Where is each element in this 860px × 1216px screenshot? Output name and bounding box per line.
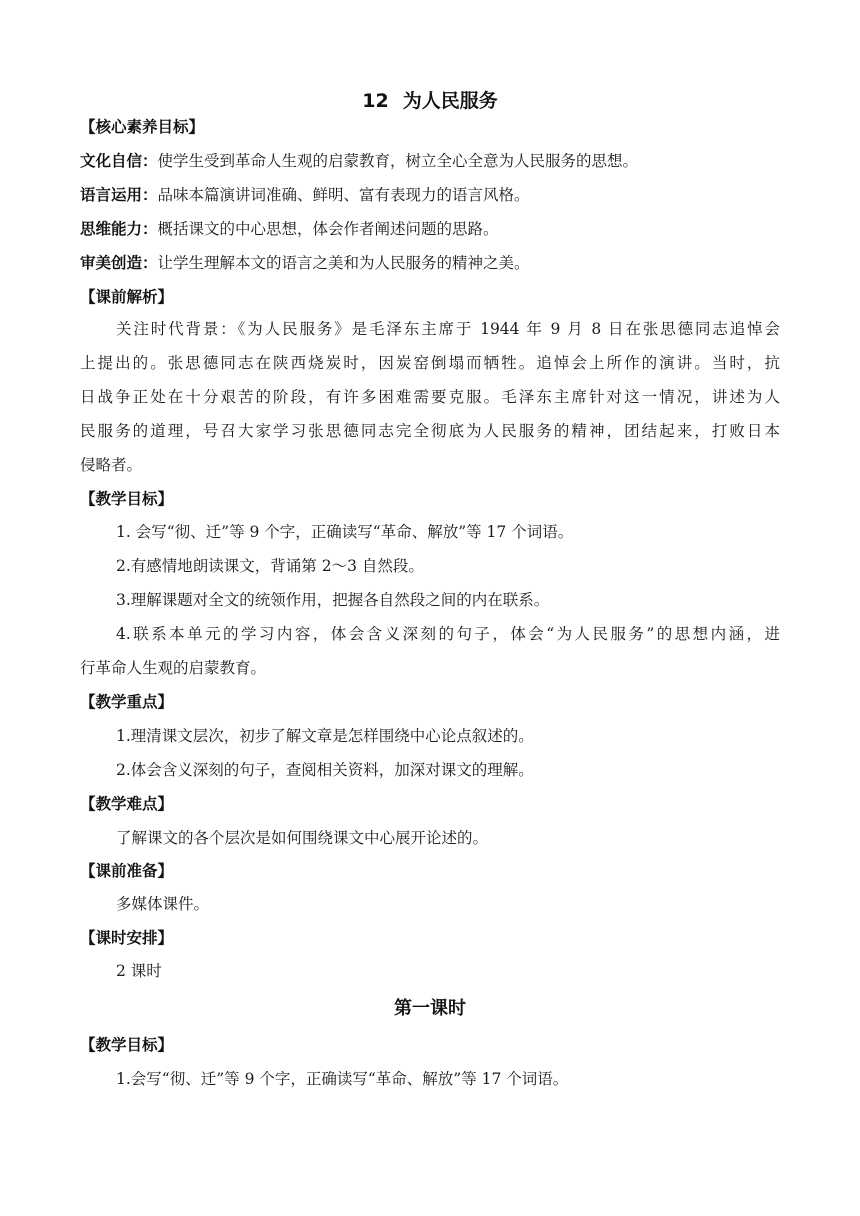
difficulties-heading: 【教学难点】	[80, 795, 174, 813]
lesson-number: 12	[362, 90, 389, 112]
key-point-item: 1.理清课文层次，初步了解文章是怎样围绕中心论点叙述的。	[116, 727, 534, 745]
core-goal-text: 品味本篇演讲词准确、鲜明、富有表现力的语言风格。	[157, 186, 530, 204]
preparation-text: 多媒体课件。	[116, 895, 210, 913]
teaching-goal-item: 3.理解课题对全文的统领作用，把握各自然段之间的内在联系。	[116, 591, 550, 609]
core-goal-label: 文化自信：	[80, 152, 158, 170]
core-goal-item	[80, 218, 780, 240]
core-goal-label: 语言运用：	[80, 186, 158, 204]
schedule-text: 2 课时	[116, 962, 162, 980]
key-points-heading: 【教学重点】	[80, 693, 174, 711]
teaching-goal-item: 2.有感情地朗读课文，背诵第 2～3 自然段。	[116, 557, 424, 575]
core-goal-item	[80, 252, 780, 274]
difficulties-text: 了解课文的各个层次是如何围绕课文中心展开论述的。	[116, 829, 489, 847]
preparation-heading: 【课前准备】	[80, 862, 174, 880]
core-goal-item	[80, 150, 780, 172]
first-lesson-goals-heading: 【教学目标】	[80, 1036, 174, 1054]
core-goal-text: 让学生理解本文的语言之美和为人民服务的精神之美。	[157, 254, 530, 272]
core-goals-heading: 【核心素养目标】	[80, 118, 205, 136]
lesson-title-text: 为人民服务	[402, 90, 498, 112]
pre-analysis-line: 民服务的道理，号召大家学习张思德同志完全彻底为人民服务的精神，团结起来，打败日本	[80, 422, 780, 440]
schedule-heading: 【课时安排】	[80, 929, 174, 947]
pre-analysis-line: 关注时代背景：《为人民服务》是毛泽东主席于 1944 年 9 月 8 日在张思德同志追悼会	[116, 320, 780, 338]
core-goal-item	[80, 184, 780, 206]
teaching-goal-item: 1. 会写“彻、迁”等 9 个字，正确读写“革命、解放”等 17 个词语。	[116, 523, 574, 541]
teaching-goals-heading: 【教学目标】	[80, 490, 174, 508]
core-goal-text: 使学生受到革命人生观的启蒙教育，树立全心全意为人民服务的思想。	[157, 152, 639, 170]
first-lesson-title: 第一课时	[394, 998, 466, 1019]
core-goal-label: 思维能力：	[80, 220, 158, 238]
key-point-item: 2.体会含义深刻的句子，查阅相关资料，加深对课文的理解。	[116, 761, 534, 779]
lesson-title	[0, 86, 860, 113]
first-lesson-goal-item: 1.会写“彻、迁”等 9 个字，正确读写“革命、解放”等 17 个词语。	[116, 1070, 569, 1088]
core-goal-text: 概括课文的中心思想，体会作者阐述问题的思路。	[157, 220, 499, 238]
pre-analysis-line: 上提出的。张思德同志在陕西烧炭时，因炭窑倒塌而牺牲。追悼会上所作的演讲。当时，抗	[80, 354, 780, 372]
teaching-goal-item: 4.联系本单元的学习内容，体会含义深刻的句子，体会“为人民服务”的思想内涵，进	[116, 625, 780, 643]
teaching-goal-item-continued: 行革命人生观的启蒙教育。	[80, 659, 267, 677]
pre-analysis-line: 日战争正处在十分艰苦的阶段，有许多困难需要克服。毛泽东主席针对这一情况，讲述为人	[80, 388, 780, 406]
core-goal-label: 审美创造：	[80, 254, 158, 272]
pre-analysis-line: 侵略者。	[80, 456, 143, 474]
pre-analysis-heading: 【课前解析】	[80, 288, 174, 306]
